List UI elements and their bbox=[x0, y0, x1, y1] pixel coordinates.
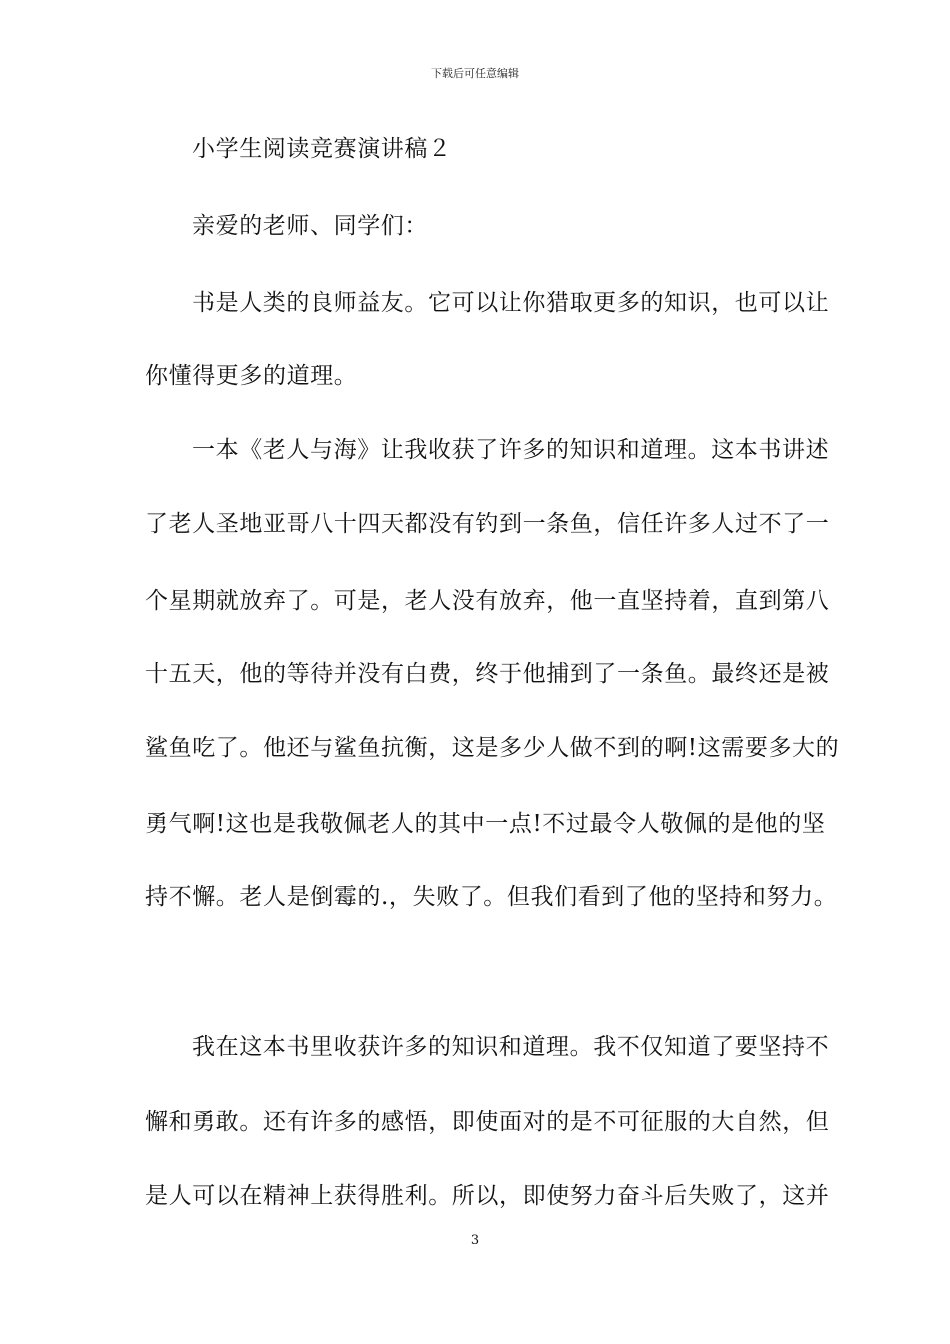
greeting: 亲爱的老师、同学们： bbox=[192, 213, 428, 239]
paragraph-line: 你懂得更多的道理。 bbox=[145, 363, 358, 389]
paragraph-line: 一本《老人与海》让我收获了许多的知识和道理。这本书讲述 bbox=[192, 437, 830, 463]
paragraph-line: 个星期就放弃了。可是，老人没有放弃，他一直坚持着，直到第八 bbox=[145, 588, 830, 614]
paragraph-line: 勇气啊!这也是我敬佩老人的其中一点!不过最令人敬佩的是他的坚 bbox=[145, 811, 826, 837]
download-note: 下载后可任意编辑 bbox=[431, 67, 519, 80]
paragraph-line: 书是人类的良师益友。它可以让你猎取更多的知识，也可以让 bbox=[192, 290, 830, 316]
paragraph-line: 十五天，他的等待并没有白费，终于他捕到了一条鱼。最终还是被 bbox=[145, 661, 830, 687]
paragraph-line: 持不懈。老人是倒霉的.，失败了。但我们看到了他的坚持和努力。 bbox=[145, 884, 838, 910]
paragraph-line: 我在这本书里收获许多的知识和道理。我不仅知道了要坚持不 bbox=[192, 1034, 830, 1060]
document-title: 小学生阅读竞赛演讲稿２ bbox=[192, 136, 452, 162]
page-number: 3 bbox=[470, 1233, 480, 1248]
paragraph-line: 懈和勇敢。还有许多的感悟，即使面对的是不可征服的大自然，但 bbox=[145, 1109, 830, 1135]
paragraph-line: 了老人圣地亚哥八十四天都没有钓到一条鱼，信任许多人过不了一 bbox=[145, 511, 830, 537]
paragraph-line: 鲨鱼吃了。他还与鲨鱼抗衡，这是多少人做不到的啊!这需要多大的 bbox=[145, 735, 840, 761]
paragraph-line: 是人可以在精神上获得胜利。所以，即使努力奋斗后失败了，这并 bbox=[145, 1183, 830, 1209]
